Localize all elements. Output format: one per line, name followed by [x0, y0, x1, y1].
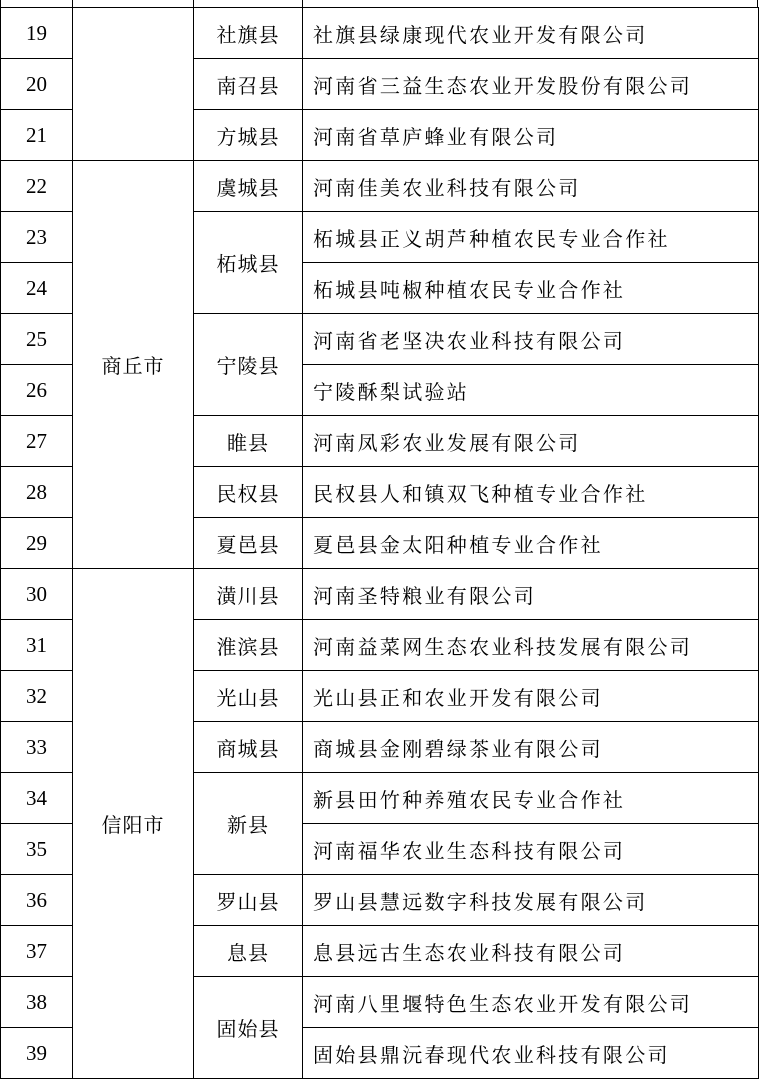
table-border-bleed	[0, 0, 1, 7]
row-number: 20	[1, 59, 73, 110]
city-cell: 商丘市	[73, 161, 194, 569]
county-cell: 光山县	[194, 671, 303, 722]
row-number: 27	[1, 416, 73, 467]
row-number: 32	[1, 671, 73, 722]
table-border-bleed	[193, 0, 194, 7]
county-cell: 宁陵县	[194, 314, 303, 416]
row-number: 19	[1, 8, 73, 59]
city-cell: 信阳市	[73, 569, 194, 1079]
row-number: 35	[1, 824, 73, 875]
county-cell: 虞城县	[194, 161, 303, 212]
company-cell: 河南省草庐蜂业有限公司	[303, 110, 759, 161]
company-cell: 河南省三益生态农业开发股份有限公司	[303, 59, 759, 110]
county-cell: 社旗县	[194, 8, 303, 59]
company-cell: 夏邑县金太阳种植专业合作社	[303, 518, 759, 569]
row-number: 21	[1, 110, 73, 161]
company-cell: 息县远古生态农业科技有限公司	[303, 926, 759, 977]
county-cell: 柘城县	[194, 212, 303, 314]
company-cell: 河南省老坚决农业科技有限公司	[303, 314, 759, 365]
city-cell	[73, 8, 194, 161]
company-cell: 柘城县正义胡芦种植农民专业合作社	[303, 212, 759, 263]
row-number: 22	[1, 161, 73, 212]
table-border-bleed	[72, 0, 73, 7]
company-cell: 罗山县慧远数字科技发展有限公司	[303, 875, 759, 926]
company-cell: 新县田竹种养殖农民专业合作社	[303, 773, 759, 824]
company-cell: 社旗县绿康现代农业开发有限公司	[303, 8, 759, 59]
county-cell: 民权县	[194, 467, 303, 518]
company-cell: 河南福华农业生态科技有限公司	[303, 824, 759, 875]
company-cell: 商城县金刚碧绿茶业有限公司	[303, 722, 759, 773]
table-border-bleed	[757, 0, 758, 7]
company-cell: 河南凤彩农业发展有限公司	[303, 416, 759, 467]
company-cell: 河南佳美农业科技有限公司	[303, 161, 759, 212]
county-cell: 商城县	[194, 722, 303, 773]
company-cell: 民权县人和镇双飞种植专业合作社	[303, 467, 759, 518]
row-number: 26	[1, 365, 73, 416]
county-cell: 淮滨县	[194, 620, 303, 671]
company-cell: 宁陵酥梨试验站	[303, 365, 759, 416]
row-number: 33	[1, 722, 73, 773]
table-row	[1, 161, 759, 212]
county-cell: 息县	[194, 926, 303, 977]
row-number: 29	[1, 518, 73, 569]
row-number: 38	[1, 977, 73, 1028]
row-number: 36	[1, 875, 73, 926]
row-number: 25	[1, 314, 73, 365]
row-number: 31	[1, 620, 73, 671]
company-cell: 固始县鼎沅春现代农业科技有限公司	[303, 1028, 759, 1079]
county-cell: 南召县	[194, 59, 303, 110]
county-cell: 睢县	[194, 416, 303, 467]
table-border-bleed	[302, 0, 303, 7]
row-number: 39	[1, 1028, 73, 1079]
table-row	[1, 8, 759, 59]
company-cell: 光山县正和农业开发有限公司	[303, 671, 759, 722]
company-cell: 柘城县吨椒种植农民专业合作社	[303, 263, 759, 314]
company-cell: 河南八里堰特色生态农业开发有限公司	[303, 977, 759, 1028]
row-number: 24	[1, 263, 73, 314]
company-cell: 河南益菜网生态农业科技发展有限公司	[303, 620, 759, 671]
county-cell: 固始县	[194, 977, 303, 1079]
company-cell: 河南圣特粮业有限公司	[303, 569, 759, 620]
county-cell: 潢川县	[194, 569, 303, 620]
row-number: 28	[1, 467, 73, 518]
row-number: 34	[1, 773, 73, 824]
row-number: 37	[1, 926, 73, 977]
enterprise-list-table	[0, 7, 759, 1079]
county-cell: 方城县	[194, 110, 303, 161]
county-cell: 夏邑县	[194, 518, 303, 569]
table-row	[1, 569, 759, 620]
row-number: 23	[1, 212, 73, 263]
county-cell: 新县	[194, 773, 303, 875]
row-number: 30	[1, 569, 73, 620]
county-cell: 罗山县	[194, 875, 303, 926]
